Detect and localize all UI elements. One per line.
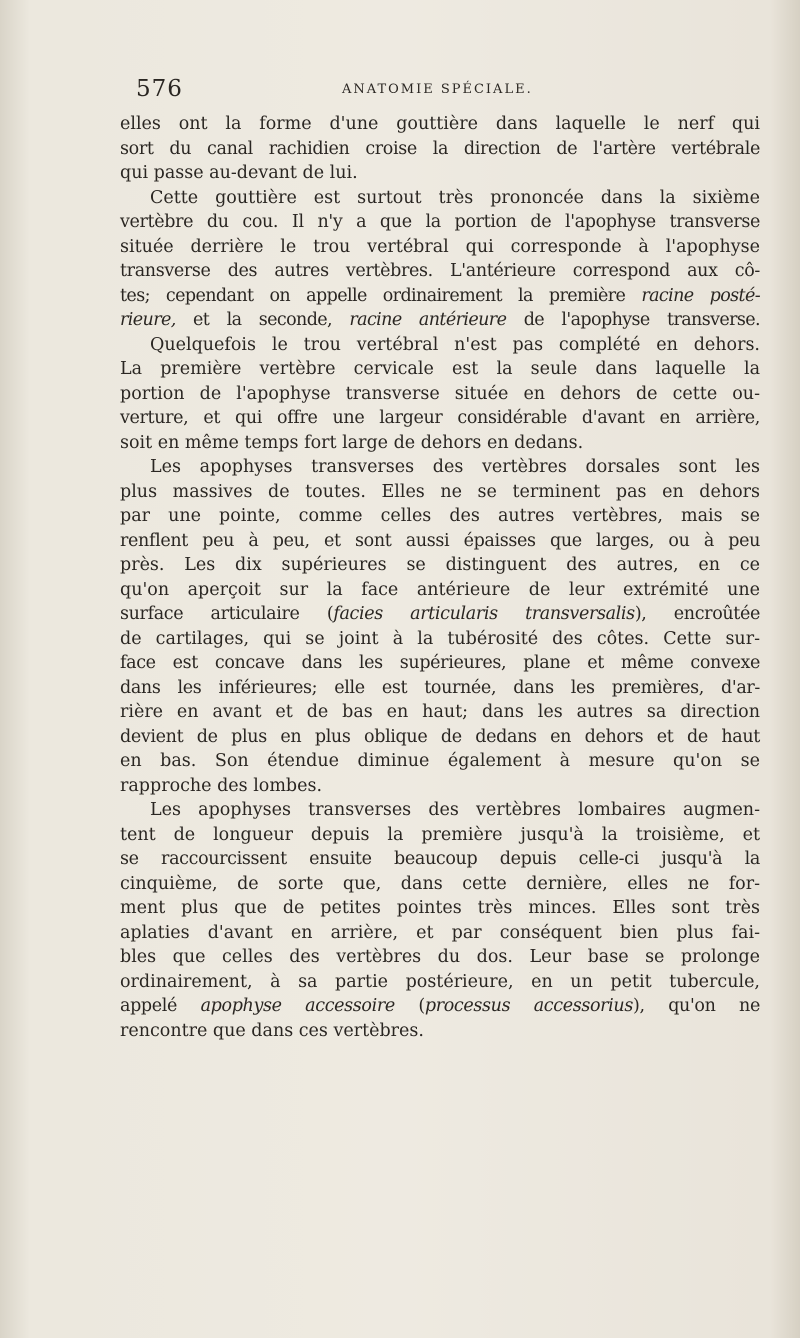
text-line: située derrière le trou vertébral qui corresponde à l'apophyse	[120, 236, 760, 257]
text-line: vertèbre du cou. Il n'y a que la portion de l'apophyse transverse	[120, 212, 760, 232]
text-line: Quelquefois le trou vertébral n'est pas complété en dehors.	[150, 334, 760, 355]
text-line: Les apophyses transverses des vertèbres lombaires augmen-	[150, 800, 760, 820]
running-head: ANATOMIE SPÉCIALE.	[342, 82, 533, 97]
text-line: bles que celles des vertèbres du dos. Leur base se prolonge	[120, 947, 760, 967]
text-line: en bas. Son étendue diminue également à mesure qu'on se	[120, 751, 760, 771]
text-line: rière en avant et de bas en haut; dans les autres sa direction	[120, 702, 760, 722]
text-line: rieure, et la seconde, racine antérieure de l'apophyse transverse.	[120, 310, 761, 330]
text-line: sort du canal rachidien croise la direction de l'artère vertébrale	[120, 138, 760, 159]
text-line: Les apophyses transverses des vertèbres dorsales sont les	[150, 457, 760, 477]
text-line: surface articulaire (facies articularis transversalis), encroûtée	[120, 604, 760, 624]
text-line: rapproche des lombes.	[120, 775, 323, 796]
text-line: La première vertèbre cervicale est la seule dans laquelle la	[120, 359, 760, 379]
text-line: près. Les dix supérieures se distinguent des autres, en ce	[120, 555, 760, 575]
text-line: qu'on aperçoit sur la face antérieure de leur extrémité une	[120, 579, 760, 600]
text-line: qui passe au-devant de lui.	[120, 163, 358, 183]
text-line: face est concave dans les supérieures, plane et même convexe	[120, 653, 760, 673]
text-line: soit en même temps fort large de dehors en dedans.	[120, 432, 584, 453]
text-line: verture, et qui offre une largeur considérable d'avant en arrière,	[120, 408, 760, 428]
page-number: 576	[136, 76, 183, 102]
text-line: ment plus que de petites pointes très minces. Elles sont très	[120, 898, 760, 918]
text-line: dans les inférieures; elle est tournée, dans les premières, d'ar-	[120, 677, 760, 698]
text-line: devient de plus en plus oblique de dedans en dehors et de haut	[120, 726, 760, 747]
text-line: tes; cependant on appelle ordinairement la première racine posté-	[120, 285, 761, 306]
text-line: elles ont la forme d'une gouttière dans laquelle le nerf qui	[120, 114, 760, 134]
text-line: plus massives de toutes. Elles ne se terminent pas en dehors	[120, 481, 760, 502]
page-header	[136, 76, 760, 106]
text-line: appelé apophyse accessoire (processus accessorius), qu'on ne	[120, 996, 760, 1016]
text-line: tent de longueur depuis la première jusqu'à la troisième, et	[120, 824, 760, 845]
text-line: de cartilages, qui se joint à la tubérosité des côtes. Cette sur-	[120, 628, 760, 649]
text-line: aplaties d'avant en arrière, et par conséquent bien plus fai-	[120, 922, 760, 943]
text-line: rencontre que dans ces vertèbres.	[120, 1020, 424, 1041]
body-text	[120, 112, 760, 1043]
text-line: transverse des autres vertèbres. L'antérieure correspond aux cô-	[120, 261, 760, 281]
text-line: cinquième, de sorte que, dans cette dernière, elles ne for-	[120, 873, 760, 894]
text-line: Cette gouttière est surtout très prononcée dans la sixième	[150, 187, 760, 208]
text-line: par une pointe, comme celles des autres vertèbres, mais se	[120, 506, 760, 526]
text-line: portion de l'apophyse transverse située en dehors de cette ou-	[120, 383, 760, 404]
text-line: ordinairement, à sa partie postérieure, en un petit tubercule,	[120, 971, 760, 992]
text-line: renflent peu à peu, et sont aussi épaisses que larges, ou à peu	[120, 530, 760, 551]
text-line: se raccourcissent ensuite beaucoup depuis celle-ci jusqu'à la	[120, 849, 760, 869]
